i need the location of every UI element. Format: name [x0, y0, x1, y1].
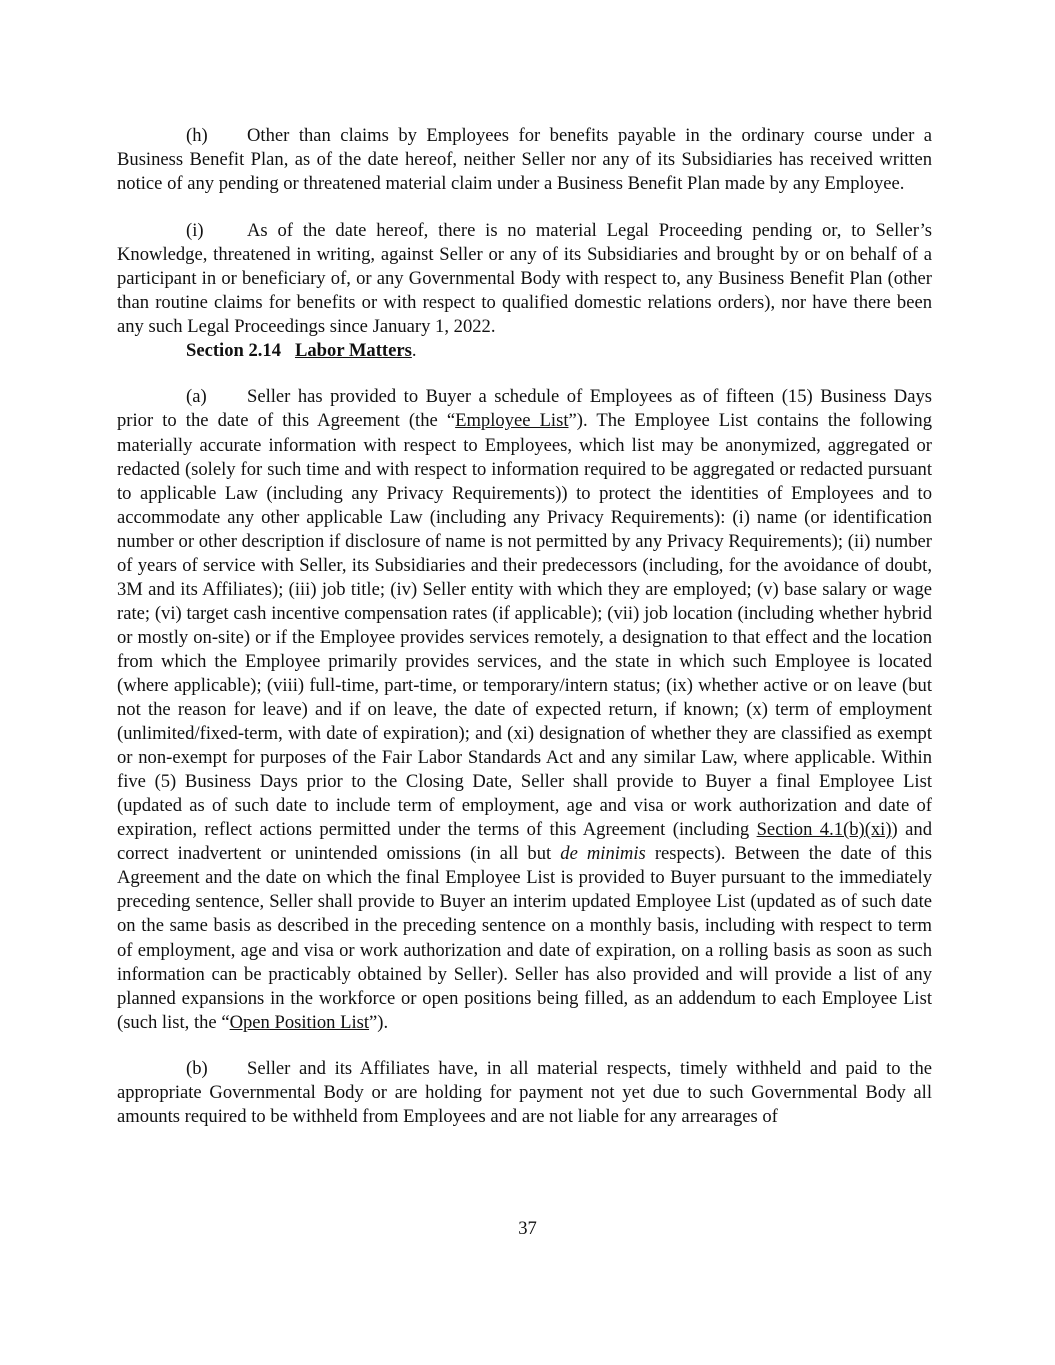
paragraph-b-text: Seller and its Affiliates have, in all material respects, timely withheld and paid to the appropriate Governmental Body or are holding for payment not yet due to such Governmental Body all amounts required to be withheld from Employees and are not liable for any arrearages of	[117, 1057, 932, 1127]
document-page	[117, 124, 932, 1129]
paragraph-h-text: Other than claims by Employees for benefits payable in the ordinary course under a Business Benefit Plan, as of the date hereof, neither Seller nor any of its Subsidiaries has received written notice of any pending or threatened material claim under a Business Benefit Plan made by any Employee.	[117, 125, 932, 195]
paragraph-a-text-1: Seller has provided to Buyer a schedule of Employees as of fifteen (15) Business Days prior to the date of this Agreement (the “	[117, 386, 932, 432]
paragraph-h	[117, 124, 932, 196]
page-number: 37	[518, 1218, 537, 1239]
paragraph-a	[117, 385, 932, 1034]
paragraph-a-text-5: ”).	[369, 1011, 389, 1033]
defined-term-open-position-list: Open Position List	[229, 1011, 370, 1033]
section-reference-link: Section 4.1(b)(xi)	[756, 819, 892, 841]
paragraph-i	[117, 219, 932, 339]
paragraph-a-label: (a)	[186, 386, 207, 408]
paragraph-b	[117, 1057, 932, 1129]
section-number: Section 2.14	[186, 340, 282, 362]
defined-term-employee-list: Employee List	[455, 410, 569, 432]
paragraph-a-text-2: ”). The Employee List contains the following materially accurate information with respect to Employees, which list may be anonymized, aggregated or redacted (solely for such time and with respect to information required to be aggregated or redacted pursuant to applicable Law (including any Privacy Requirements)) to protect the identities of Employees and to accommodate any other applicable Law (including any Privacy Requirements): (i) name (or identification number or other description if disclosure of name is not permitted by any Privacy Requirements); (ii) number of years of service with Seller, its Subsidiaries and their predecessors (including, for the avoidance of doubt, 3M and its Affiliates); (iii) job title; (iv) Seller entity with which they are employed; (v) base salary or wage rate; (vi) target cash incentive compensation rates (if applicable); (vii) job location (including whether hybrid or mostly on-site) or if the Employee provides services remotely, a designation to that effect and the location from which the Employee primarily provides services, and the state in which such Employee is located (where applicable); (viii) full-time, part-time, or temporary/intern status; (ix) whether active or on leave (but not the reason for leave) and if on leave, the date of expected return, if known; (x) term of employment (unlimited/fixed-term, with date of expiration); and (xi) designation of whether they are classified as exempt or non-exempt for purposes of the Fair Labor Standards Act and any similar Law, where applicable. Within five (5) Business Days prior to the Closing Date, Seller shall provide to Buyer a final Employee List (updated as of such date to include term of employment, age and visa or work authorization and date of expiration, reflect actions permitted under the terms of this Agreement (including	[117, 410, 932, 841]
latin-phrase: de minimis	[560, 843, 646, 865]
section-heading	[117, 339, 932, 363]
section-title: Labor Matters	[294, 340, 412, 362]
paragraph-b-label: (b)	[186, 1057, 208, 1079]
paragraph-h-label: (h)	[186, 125, 208, 146]
paragraph-i-text: As of the date hereof, there is no material Legal Proceeding pending or, to Seller’s Knowledge, threatened in writing, against Seller or any of its Subsidiaries and brought by or on behalf of a participant in or beneficiary of, or any Governmental Body with respect to, any Business Benefit Plan (other than routine claims for benefits or with respect to qualified domestic relations orders), nor have there been any such Legal Proceedings since January 1, 2022.	[117, 220, 932, 338]
paragraph-i-label: (i)	[186, 220, 204, 242]
paragraph-a-text-3: ) and correct inadvertent or unintended omissions (in all but	[117, 819, 932, 865]
paragraph-a-text-4: respects). Between the date of this Agreement and the date on which the final Employee List is provided to Buyer pursuant to the immediately preceding sentence, Seller shall provide to Buyer an interim updated Employee List (updated as of such date on the same basis as described in the preceding sentence on a monthly basis, including with respect to term of employment, age and visa or work authorization and date of expiration, on a rolling basis as soon as such information can be practicably obtained by Seller). Seller has also provided and will provide a list of any planned expansions in the workforce or open positions being filled, as an addendum to each Employee List (such list, the “	[117, 843, 932, 1033]
section-heading-period: .	[411, 340, 417, 362]
